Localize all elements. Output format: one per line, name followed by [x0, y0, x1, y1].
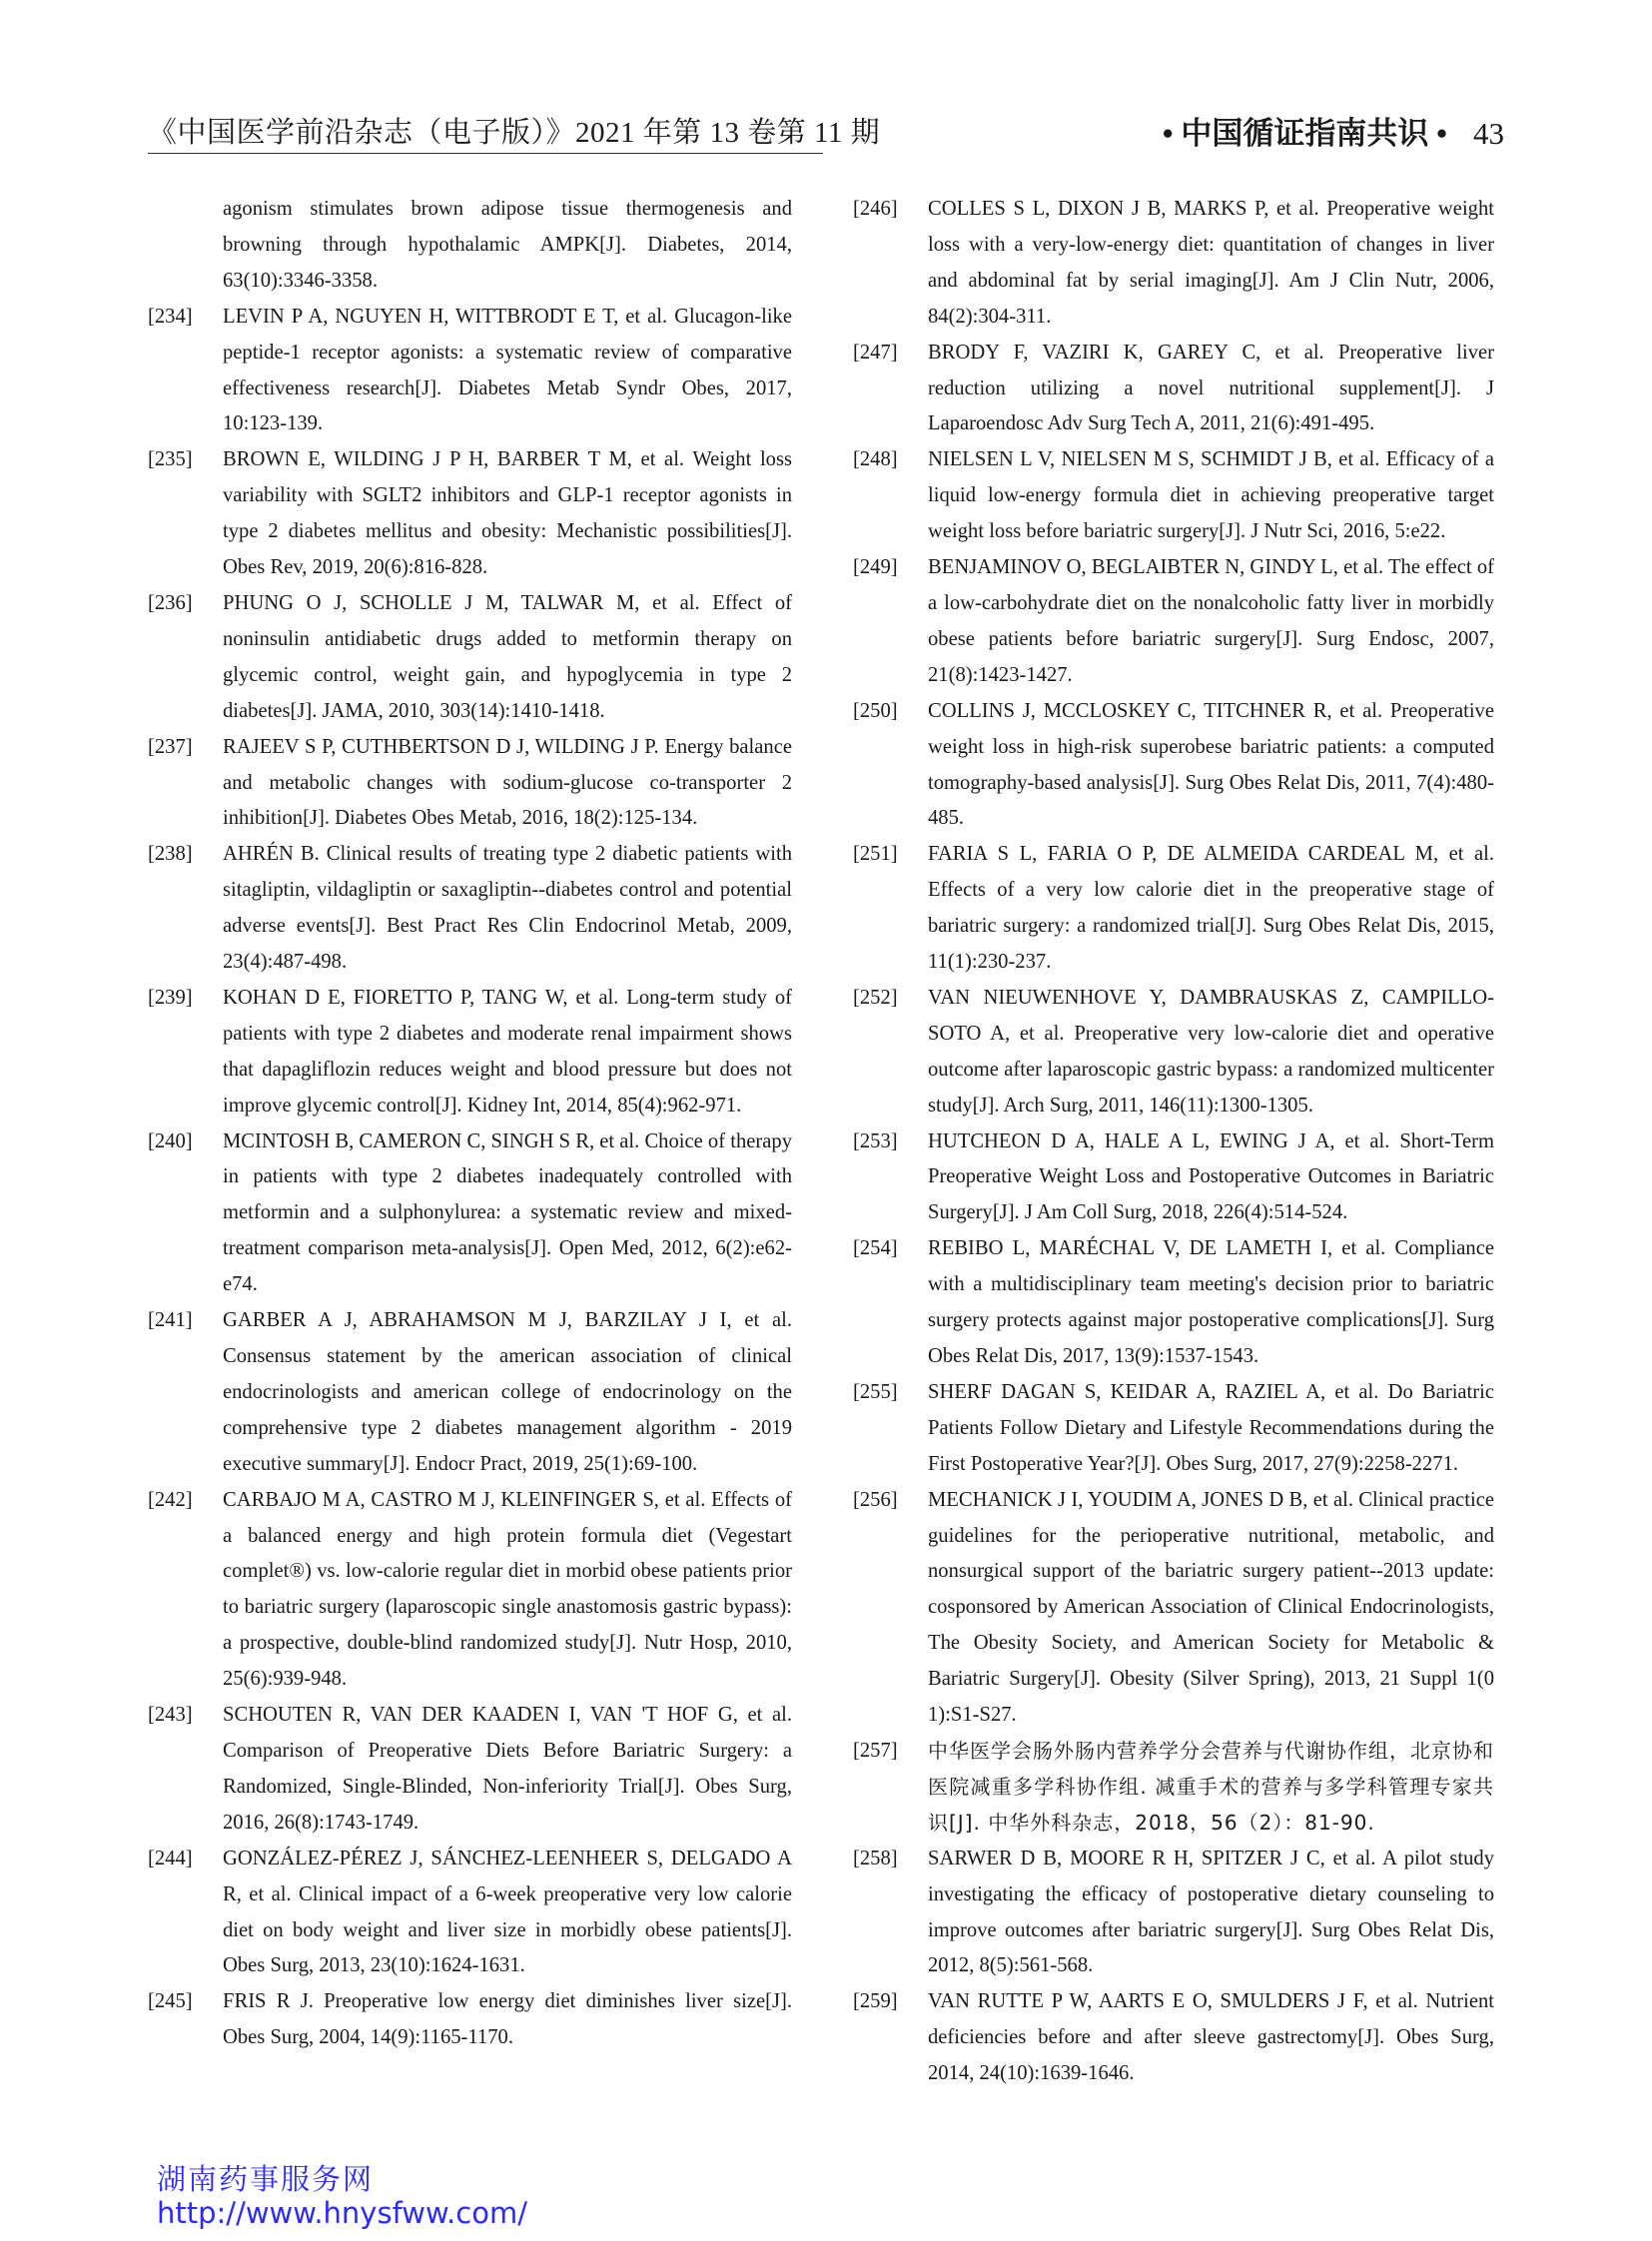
reference-text: GONZÁLEZ-PÉREZ J, SÁNCHEZ-LEENHEER S, DELGADO A R, et al. Clinical impact of a 6-week preoperative very low calorie diet on body weight and liver size in morbidly obese patients[J]. Obes Surg, 2013, 23(10):1624-1631.	[223, 1847, 792, 1977]
reference-number: [256]	[853, 1488, 898, 1511]
reference-text: CARBAJO M A, CASTRO M J, KLEINFINGER S, et al. Effects of a balanced energy and high protein formula diet (Vegestart complet®) vs. low-calorie regular diet in morbid obese patients prior to bariatric surgery (laparoscopic single anastomosis gastric bypass): a prospective, double-blind randomized study[J]. Nutr Hosp, 2010, 25(6):939-948.	[223, 1488, 792, 1691]
reference-number: [257]	[853, 1739, 898, 1762]
reference-number	[148, 192, 223, 300]
watermark-name: 湖南药事服务网	[157, 2162, 375, 2196]
reference-entry	[853, 336, 1494, 443]
reference-text: MECHANICK J I, YOUDIM A, JONES D B, et al. Clinical practice guidelines for the perioperative nutritional, metabolic, and nonsurgical support of the bariatric surgery patient--2013 update: cosponsored by American Association of Clinical Endocrinologists, The Obesity Society, and American Society for Metabolic & Bariatric Surgery[J]. Obesity (Silver Spring), 2013, 21 Suppl 1(0 1):S1-S27.	[928, 1488, 1494, 1727]
reference-number: [259]	[853, 1990, 898, 2013]
reference-entry	[148, 1303, 792, 1483]
reference-number: [258]	[853, 1847, 898, 1869]
reference-text: NIELSEN L V, NIELSEN M S, SCHMIDT J B, et al. Efficacy of a liquid low-energy formula diet in achieving preoperative target weight loss before bariatric surgery[J]. J Nutr Sci, 2016, 5:e22.	[928, 448, 1494, 543]
reference-text: AHRÉN B. Clinical results of treating type 2 diabetic patients with sitagliptin, vildagliptin or saxagliptin--diabetes control and potential adverse events[J]. Best Pract Res Clin Endocrinol Metab, 2009, 23(4):487-498.	[223, 843, 792, 974]
reference-number: [242]	[148, 1488, 193, 1511]
reference-entry	[148, 837, 792, 981]
reference-column-left	[148, 192, 792, 2056]
reference-entry	[853, 1483, 1494, 1734]
reference-entry	[853, 1984, 1494, 2092]
reference-entry	[148, 1124, 792, 1304]
reference-entry	[148, 1483, 792, 1698]
reference-number: [244]	[148, 1847, 193, 1869]
reference-entry	[148, 442, 792, 586]
reference-text: VAN RUTTE P W, AARTS E O, SMULDERS J F, et al. Nutrient deficiencies before and after sleeve gastrectomy[J]. Obes Surg, 2014, 24(10):1639-1646.	[928, 1990, 1494, 2085]
reference-number: [235]	[148, 448, 193, 471]
reference-text: 中华医学会肠外肠内营养学分会营养与代谢协作组，北京协和医院减重多学科协作组. 减重手术的营养与多学科管理专家共识[J]. 中华外科杂志，2018，56（2）：81-90.	[928, 1738, 1494, 1835]
reference-number: [246]	[853, 198, 898, 220]
reference-number: [236]	[148, 591, 193, 614]
reference-number: [253]	[853, 1129, 898, 1152]
reference-entry	[148, 981, 792, 1124]
reference-entry	[148, 1984, 792, 2056]
reference-entry	[853, 192, 1494, 336]
reference-text: SCHOUTEN R, VAN DER KAADEN I, VAN 'T HOF G, et al. Comparison of Preoperative Diets Before Bariatric Surgery: a Randomized, Single-Blinded, Non-inferiority Trial[J]. Obes Surg, 2016, 26(8):1743-1749.	[223, 1704, 792, 1834]
reference-number: [254]	[853, 1237, 898, 1260]
reference-number: [250]	[853, 699, 898, 722]
reference-entry	[853, 1231, 1494, 1375]
reference-number: [241]	[148, 1309, 193, 1332]
reference-text: FARIA S L, FARIA O P, DE ALMEIDA CARDEAL M, et al. Effects of a very low calorie diet in the preoperative stage of bariatric surgery: a randomized trial[J]. Surg Obes Relat Dis, 2015, 11(1):230-237.	[928, 843, 1494, 974]
reference-text: BROWN E, WILDING J P H, BARBER T M, et al. Weight loss variability with SGLT2 inhibitors and GLP-1 receptor agonists in type 2 diabetes mellitus and obesity: Mechanistic possibilities[J]. Obes Rev, 2019, 20(6):816-828.	[223, 448, 792, 579]
reference-text: BRODY F, VAZIRI K, GAREY C, et al. Preoperative liver reduction utilizing a novel nutritional supplement[J]. J Laparoendosc Adv Surg Tech A, 2011, 21(6):491-495.	[928, 341, 1494, 435]
reference-number: [248]	[853, 448, 898, 471]
reference-number: [237]	[148, 735, 193, 758]
reference-entry	[853, 1842, 1494, 1985]
page-header	[148, 108, 1504, 158]
section-label: • 中国循证指南共识 •	[1162, 116, 1447, 151]
reference-entry	[853, 1734, 1494, 1842]
reference-entry	[853, 1375, 1494, 1483]
header-rule	[148, 153, 823, 154]
reference-entry	[148, 192, 792, 300]
reference-entry	[853, 442, 1494, 550]
reference-entry	[148, 300, 792, 443]
reference-entry	[853, 694, 1494, 838]
reference-text: HUTCHEON D A, HALE A L, EWING J A, et al. Short-Term Preoperative Weight Loss and Postoperative Outcomes in Bariatric Surgery[J]. J Am Coll Surg, 2018, 226(4):514-524.	[928, 1129, 1494, 1224]
reference-entry	[148, 1698, 792, 1842]
reference-text: SHERF DAGAN S, KEIDAR A, RAZIEL A, et al. Do Bariatric Patients Follow Dietary and Lifestyle Recommendations during the First Postoperative Year?[J]. Obes Surg, 2017, 27(9):2258-2271.	[928, 1380, 1494, 1475]
watermark	[157, 2162, 527, 2230]
reference-entry	[853, 1124, 1494, 1232]
reference-entry	[853, 981, 1494, 1124]
reference-text: agonism stimulates brown adipose tissue thermogenesis and browning through hypothalamic AMPK[J]. Diabetes, 2014, 63(10):3346-3358.	[223, 198, 792, 292]
page-number: 43	[1473, 116, 1504, 151]
watermark-url[interactable]: http://www.hnysfww.com/	[157, 2196, 527, 2230]
reference-number: [245]	[148, 1990, 193, 2013]
reference-number: [243]	[148, 1704, 193, 1727]
reference-text: REBIBO L, MARÉCHAL V, DE LAMETH I, et al. Compliance with a multidisciplinary team meeting's decision prior to bariatric surgery protects against major postoperative complications[J]. Surg Obes Relat Dis, 2017, 13(9):1537-1543.	[928, 1237, 1494, 1367]
reference-text: GARBER A J, ABRAHAMSON M J, BARZILAY J I, et al. Consensus statement by the american association of clinical endocrinologists and american college of endocrinology on the comprehensive type 2 diabetes management algorithm - 2019 executive summary[J]. Endocr Pract, 2019, 25(1):69-100.	[223, 1309, 792, 1475]
reference-number: [239]	[148, 986, 193, 1009]
reference-column-right	[853, 192, 1494, 2092]
reference-text: COLLES S L, DIXON J B, MARKS P, et al. Preoperative weight loss with a very-low-energy diet: quantitation of changes in liver and abdominal fat by serial imaging[J]. Am J Clin Nutr, 2006, 84(2):304-311.	[928, 198, 1494, 328]
reference-number: [251]	[853, 843, 898, 866]
reference-text: KOHAN D E, FIORETTO P, TANG W, et al. Long-term study of patients with type 2 diabetes and moderate renal impairment shows that dapagliflozin reduces weight and blood pressure but does not improve glycemic control[J]. Kidney Int, 2014, 85(4):962-971.	[223, 986, 792, 1117]
reference-text: SARWER D B, MOORE R H, SPITZER J C, et al. A pilot study investigating the efficacy of postoperative dietary counseling to improve outcomes after bariatric surgery[J]. Surg Obes Relat Dis, 2012, 8(5):561-568.	[928, 1847, 1494, 1977]
reference-text: RAJEEV S P, CUTHBERTSON D J, WILDING J P. Energy balance and metabolic changes with sodium-glucose co-transporter 2 inhibition[J]. Diabetes Obes Metab, 2016, 18(2):125-134.	[223, 735, 792, 830]
reference-text: VAN NIEUWENHOVE Y, DAMBRAUSKAS Z, CAMPILLO-SOTO A, et al. Preoperative very low-calorie diet and operative outcome after laparoscopic gastric bypass: a randomized multicenter study[J]. Arch Surg, 2011, 146(11):1300-1305.	[928, 986, 1494, 1117]
reference-text: MCINTOSH B, CAMERON C, SINGH S R, et al. Choice of therapy in patients with type 2 diabetes inadequately controlled with metformin and a sulphonylurea: a systematic review and mixed-treatment comparison meta-analysis[J]. Open Med, 2012, 6(2):e62-e74.	[223, 1129, 792, 1296]
reference-number: [255]	[853, 1380, 898, 1403]
reference-number: [240]	[148, 1129, 193, 1152]
journal-title: 《中国医学前沿杂志（电子版）》2021 年第 13 卷第 11 期	[148, 117, 881, 149]
reference-number: [238]	[148, 843, 193, 866]
reference-entry	[148, 586, 792, 730]
reference-number: [247]	[853, 341, 898, 364]
reference-entry	[853, 837, 1494, 981]
reference-text: PHUNG O J, SCHOLLE J M, TALWAR M, et al. Effect of noninsulin antidiabetic drugs added to metformin therapy on glycemic control, weight gain, and hypoglycemia in type 2 diabetes[J]. JAMA, 2010, 303(14):1410-1418.	[223, 591, 792, 722]
reference-number: [252]	[853, 986, 898, 1009]
reference-entry	[853, 550, 1494, 694]
reference-text: COLLINS J, MCCLOSKEY C, TITCHNER R, et al. Preoperative weight loss in high-risk superobese bariatric patients: a computed tomography-based analysis[J]. Surg Obes Relat Dis, 2011, 7(4):480-485.	[928, 699, 1494, 830]
reference-number: [234]	[148, 305, 193, 328]
reference-entry	[148, 730, 792, 838]
reference-text: FRIS R J. Preoperative low energy diet diminishes liver size[J]. Obes Surg, 2004, 14(9):1165-1170.	[223, 1990, 792, 2049]
section-title	[1163, 108, 1504, 153]
reference-entry	[148, 1842, 792, 1985]
reference-text: BENJAMINOV O, BEGLAIBTER N, GINDY L, et al. The effect of a low-carbohydrate diet on the nonalcoholic fatty liver in morbidly obese patients before bariatric surgery[J]. Surg Endosc, 2007, 21(8):1423-1427.	[928, 556, 1494, 686]
reference-number: [249]	[853, 556, 898, 579]
reference-text: LEVIN P A, NGUYEN H, WITTBRODT E T, et al. Glucagon-like peptide-1 receptor agonists: a systematic review of comparative effectiveness research[J]. Diabetes Metab Syndr Obes, 2017, 10:123-139.	[223, 305, 792, 435]
